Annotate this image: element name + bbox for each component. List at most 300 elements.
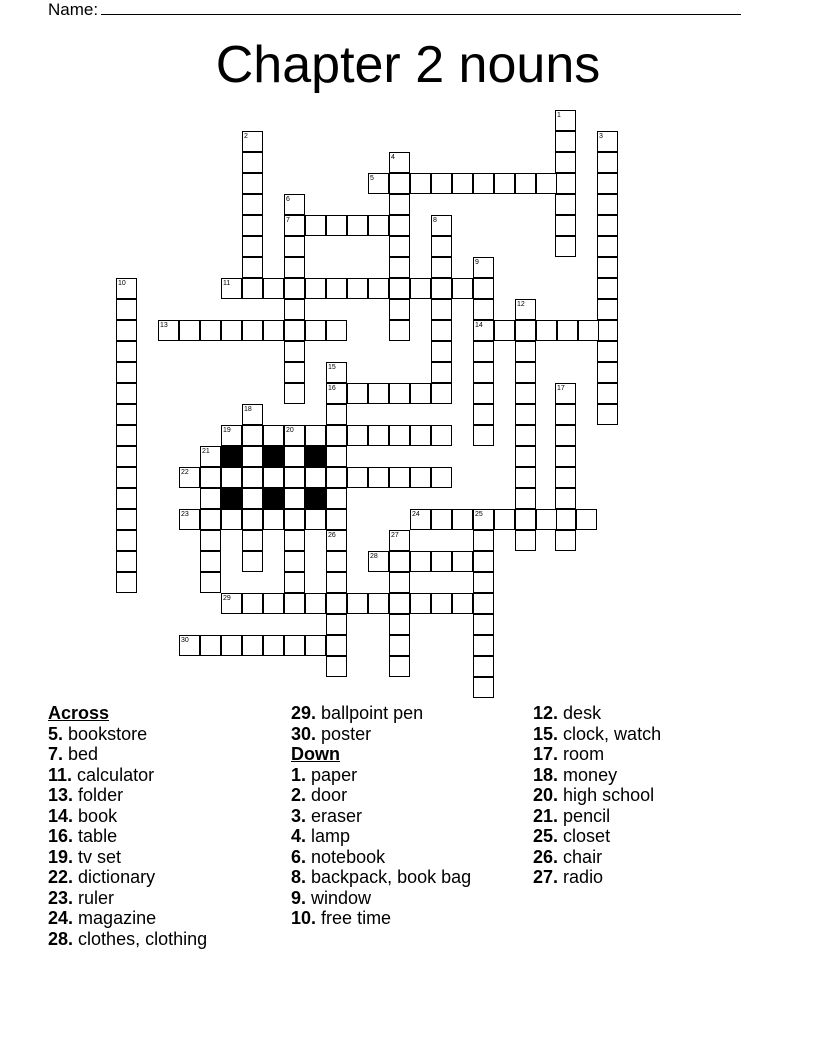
grid-cell[interactable] [284, 320, 305, 341]
grid-cell[interactable] [221, 509, 242, 530]
grid-cell[interactable] [555, 152, 576, 173]
grid-cell[interactable] [389, 320, 410, 341]
grid-cell[interactable] [326, 215, 347, 236]
grid-cell[interactable] [389, 572, 410, 593]
grid-cell[interactable] [368, 593, 389, 614]
grid-cell[interactable] [368, 383, 389, 404]
down-clue [291, 847, 471, 868]
grid-cell[interactable] [473, 173, 494, 194]
grid-cell[interactable] [389, 551, 410, 572]
grid-cell[interactable] [116, 509, 137, 530]
clue-number: 4 [391, 154, 395, 161]
grid-cell[interactable] [597, 173, 618, 194]
grid-cell[interactable] [389, 593, 410, 614]
clue-number: 2 [244, 133, 248, 140]
grid-cell[interactable] [326, 593, 347, 614]
clue-num: 14. [48, 805, 74, 826]
grid-cell[interactable] [431, 320, 452, 341]
grid-cell[interactable] [431, 257, 452, 278]
grid-cell[interactable] [242, 467, 263, 488]
grid-cell[interactable] [326, 572, 347, 593]
clue-num: 22. [48, 867, 74, 887]
grid-cell[interactable] [494, 173, 515, 194]
down-clue [533, 724, 661, 745]
grid-cell[interactable] [116, 467, 137, 488]
clue-text: pencil [563, 805, 611, 826]
grid-cell[interactable] [555, 509, 576, 530]
grid-cell[interactable] [473, 425, 494, 446]
grid-cell[interactable] [410, 425, 431, 446]
grid-cell[interactable] [368, 215, 389, 236]
across-clue [48, 826, 207, 847]
grid-cell[interactable] [116, 425, 137, 446]
grid-cell[interactable] [200, 572, 221, 593]
clue-number: 26 [328, 532, 336, 539]
grid-cell[interactable] [326, 488, 347, 509]
grid-cell[interactable] [431, 278, 452, 299]
grid-cell[interactable] [116, 383, 137, 404]
grid-cell[interactable] [389, 656, 410, 677]
grid-cell[interactable] [494, 509, 515, 530]
clue-text: ballpoint pen [321, 703, 424, 723]
grid-cell[interactable] [347, 425, 368, 446]
grid-cell[interactable] [284, 530, 305, 551]
black-cell [263, 488, 284, 509]
clue-num: 6. [291, 846, 307, 867]
grid-cell[interactable] [263, 593, 284, 614]
grid-cell[interactable] [179, 320, 200, 341]
clue-number: 8 [433, 217, 437, 224]
grid-cell[interactable] [597, 383, 618, 404]
grid-cell[interactable] [452, 173, 473, 194]
grid-cell[interactable] [555, 425, 576, 446]
clue-num: 29. [291, 703, 317, 723]
down-list-a [291, 765, 471, 929]
grid-cell[interactable] [431, 509, 452, 530]
grid-cell[interactable] [326, 509, 347, 530]
grid-cell[interactable] [326, 635, 347, 656]
clue-number: 30 [181, 637, 189, 644]
grid-cell[interactable] [242, 425, 263, 446]
down-clue [291, 888, 471, 909]
grid-cell[interactable] [221, 467, 242, 488]
grid-cell[interactable] [347, 467, 368, 488]
clue-text: free time [321, 908, 392, 928]
grid-cell[interactable] [326, 446, 347, 467]
grid-cell[interactable] [515, 341, 536, 362]
clue-text: lamp [311, 826, 351, 846]
grid-cell[interactable] [515, 383, 536, 404]
grid-cell[interactable] [284, 341, 305, 362]
grid-cell[interactable] [515, 530, 536, 551]
grid-cell[interactable] [410, 278, 431, 299]
grid-cell[interactable] [116, 572, 137, 593]
grid-cell[interactable] [555, 236, 576, 257]
grid-cell[interactable] [557, 320, 578, 341]
grid-cell[interactable] [200, 530, 221, 551]
grid-cell[interactable] [242, 194, 263, 215]
clue-number: 22 [181, 469, 189, 476]
grid-cell[interactable] [221, 635, 242, 656]
grid-cell[interactable] [284, 383, 305, 404]
clue-text: chair [563, 846, 603, 867]
grid-cell[interactable] [452, 278, 473, 299]
grid-cell[interactable] [200, 509, 221, 530]
grid-cell[interactable] [242, 551, 263, 572]
grid-cell[interactable] [116, 320, 137, 341]
clue-num: 1. [291, 764, 307, 785]
black-cell [263, 446, 284, 467]
clue-number: 13 [160, 322, 168, 329]
grid-cell[interactable] [284, 278, 305, 299]
down-clue [291, 785, 471, 806]
grid-cell[interactable] [410, 593, 431, 614]
grid-cell[interactable] [431, 593, 452, 614]
grid-cell[interactable] [389, 194, 410, 215]
grid-cell[interactable] [116, 404, 137, 425]
grid-cell[interactable] [263, 320, 284, 341]
grid-cell[interactable] [494, 320, 515, 341]
grid-cell[interactable] [431, 236, 452, 257]
grid-cell[interactable] [242, 236, 263, 257]
grid-cell[interactable] [263, 467, 284, 488]
grid-cell[interactable] [597, 404, 618, 425]
clue-text: folder [78, 785, 124, 805]
grid-cell[interactable] [305, 320, 326, 341]
grid-cell[interactable] [597, 236, 618, 257]
across-clue [291, 703, 471, 724]
clue-text: radio [563, 867, 604, 887]
grid-cell[interactable] [305, 425, 326, 446]
grid-cell[interactable] [242, 635, 263, 656]
grid-cell[interactable] [410, 173, 431, 194]
down-header: Down [291, 744, 340, 764]
clue-text: calculator [77, 764, 155, 785]
down-clue [533, 765, 661, 786]
clue-text: desk [563, 703, 602, 723]
clue-number: 18 [244, 406, 252, 413]
grid-cell[interactable] [452, 551, 473, 572]
grid-cell[interactable] [452, 509, 473, 530]
across-clue [48, 888, 207, 909]
grid-cell[interactable] [515, 446, 536, 467]
grid-cell[interactable] [200, 551, 221, 572]
grid-cell[interactable] [515, 173, 536, 194]
clue-number: 17 [557, 385, 565, 392]
grid-cell[interactable] [431, 173, 452, 194]
grid-cell[interactable] [410, 383, 431, 404]
grid-cell[interactable] [473, 656, 494, 677]
grid-cell[interactable] [326, 614, 347, 635]
grid-cell[interactable] [284, 593, 305, 614]
grid-cell[interactable] [326, 656, 347, 677]
grid-cell[interactable] [473, 614, 494, 635]
clue-number: 19 [223, 427, 231, 434]
grid-cell[interactable] [284, 572, 305, 593]
grid-cell[interactable] [555, 404, 576, 425]
grid-cell[interactable] [305, 278, 326, 299]
grid-cell[interactable] [452, 593, 473, 614]
grid-cell[interactable] [536, 509, 557, 530]
clue-text: closet [563, 826, 611, 846]
grid-cell[interactable] [473, 404, 494, 425]
grid-cell[interactable] [555, 173, 576, 194]
grid-cell[interactable] [242, 278, 263, 299]
grid-cell[interactable] [305, 635, 326, 656]
grid-cell[interactable] [305, 467, 326, 488]
across-clue [48, 744, 207, 765]
grid-cell[interactable] [116, 341, 137, 362]
clue-number: 16 [328, 385, 336, 392]
grid-cell[interactable] [284, 236, 305, 257]
grid-cell[interactable] [555, 446, 576, 467]
grid-cell[interactable] [389, 467, 410, 488]
grid-cell[interactable] [221, 320, 242, 341]
grid-cell[interactable] [389, 635, 410, 656]
clue-text: paper [311, 764, 358, 785]
clue-num: 10. [291, 908, 317, 928]
grid-cell[interactable] [431, 341, 452, 362]
grid-cell[interactable] [473, 362, 494, 383]
grid-cell[interactable] [200, 467, 221, 488]
grid-cell[interactable] [515, 488, 536, 509]
grid-cell[interactable] [368, 425, 389, 446]
grid-cell[interactable] [515, 467, 536, 488]
clue-num: 28. [48, 928, 74, 949]
grid-cell[interactable] [263, 635, 284, 656]
grid-cell[interactable] [305, 509, 326, 530]
clue-text: tv set [78, 846, 122, 867]
clue-text: dictionary [78, 867, 156, 887]
clue-number: 12 [517, 301, 525, 308]
grid-cell[interactable] [284, 467, 305, 488]
grid-cell[interactable] [473, 383, 494, 404]
grid-cell[interactable] [326, 467, 347, 488]
grid-cell[interactable] [431, 467, 452, 488]
grid-cell[interactable] [242, 173, 263, 194]
black-cell [305, 488, 326, 509]
grid-cell[interactable] [431, 425, 452, 446]
grid-cell[interactable] [347, 593, 368, 614]
grid-cell[interactable] [116, 299, 137, 320]
clue-number: 1 [557, 112, 561, 119]
grid-cell[interactable] [431, 383, 452, 404]
clue-num: 17. [533, 744, 559, 764]
clue-number: 25 [475, 511, 483, 518]
grid-cell[interactable] [555, 215, 576, 236]
grid-cell[interactable] [284, 551, 305, 572]
across-clue [48, 867, 207, 888]
clue-num: 20. [533, 785, 559, 805]
across-header: Across [48, 703, 110, 723]
grid-cell[interactable] [326, 278, 347, 299]
grid-cell[interactable] [326, 320, 347, 341]
grid-cell[interactable] [305, 215, 326, 236]
grid-cell[interactable] [263, 278, 284, 299]
clue-num: 30. [291, 723, 317, 744]
grid-cell[interactable] [116, 488, 137, 509]
clue-number: 7 [286, 217, 290, 224]
across-clue [48, 847, 207, 868]
grid-cell[interactable] [389, 299, 410, 320]
grid-cell[interactable] [431, 299, 452, 320]
grid-cell[interactable] [242, 446, 263, 467]
clue-num: 3. [291, 805, 307, 826]
grid-cell[interactable] [200, 320, 221, 341]
grid-cell[interactable] [242, 215, 263, 236]
clue-num: 12. [533, 703, 559, 723]
grid-cell[interactable] [515, 404, 536, 425]
grid-cell[interactable] [326, 404, 347, 425]
clue-number: 6 [286, 196, 290, 203]
grid-cell[interactable] [473, 530, 494, 551]
grid-cell[interactable] [389, 278, 410, 299]
grid-cell[interactable] [389, 383, 410, 404]
grid-cell[interactable] [515, 425, 536, 446]
grid-cell[interactable] [242, 320, 263, 341]
grid-cell[interactable] [200, 488, 221, 509]
across-clue [48, 806, 207, 827]
grid-cell[interactable] [431, 551, 452, 572]
grid-cell[interactable] [389, 173, 410, 194]
grid-cell[interactable] [410, 467, 431, 488]
grid-cell[interactable] [284, 299, 305, 320]
clue-text: table [78, 826, 118, 846]
clue-num: 2. [291, 785, 307, 805]
grid-cell[interactable] [555, 194, 576, 215]
grid-cell[interactable] [326, 551, 347, 572]
grid-cell[interactable] [555, 467, 576, 488]
grid-cell[interactable] [473, 677, 494, 698]
grid-cell[interactable] [597, 362, 618, 383]
grid-cell[interactable] [555, 131, 576, 152]
grid-cell[interactable] [473, 341, 494, 362]
grid-cell[interactable] [116, 446, 137, 467]
grid-cell[interactable] [473, 635, 494, 656]
grid-cell[interactable] [473, 299, 494, 320]
down-clue [533, 847, 661, 868]
clue-text: high school [563, 785, 655, 805]
clue-text: poster [321, 723, 372, 744]
grid-cell[interactable] [597, 194, 618, 215]
down-clue [291, 867, 471, 888]
grid-cell[interactable] [242, 488, 263, 509]
grid-cell[interactable] [431, 362, 452, 383]
grid-cell[interactable] [536, 173, 557, 194]
clue-text: window [311, 887, 372, 908]
grid-cell[interactable] [555, 530, 576, 551]
clue-num: 13. [48, 785, 74, 805]
grid-cell[interactable] [597, 320, 618, 341]
grid-cell[interactable] [242, 257, 263, 278]
grid-cell[interactable] [536, 320, 557, 341]
clue-num: 16. [48, 826, 74, 846]
grid-cell[interactable] [347, 278, 368, 299]
grid-cell[interactable] [597, 278, 618, 299]
grid-cell[interactable] [200, 635, 221, 656]
grid-cell[interactable] [473, 551, 494, 572]
grid-cell[interactable] [347, 383, 368, 404]
grid-cell[interactable] [389, 236, 410, 257]
grid-cell[interactable] [389, 425, 410, 446]
grid-cell[interactable] [368, 278, 389, 299]
down-clue [533, 806, 661, 827]
down-clue [533, 703, 661, 724]
across-list-b [291, 703, 471, 744]
clue-number: 24 [412, 511, 420, 518]
grid-cell[interactable] [263, 425, 284, 446]
grid-cell[interactable] [515, 509, 536, 530]
grid-cell[interactable] [305, 593, 326, 614]
clue-text: clock, watch [563, 723, 662, 744]
grid-cell[interactable] [326, 425, 347, 446]
grid-cell[interactable] [515, 320, 536, 341]
grid-cell[interactable] [284, 509, 305, 530]
grid-cell[interactable] [116, 362, 137, 383]
grid-cell[interactable] [284, 362, 305, 383]
clue-number: 9 [475, 259, 479, 266]
grid-cell[interactable] [597, 215, 618, 236]
clue-text: ruler [78, 887, 115, 908]
grid-cell[interactable] [116, 551, 137, 572]
across-clue [48, 785, 207, 806]
down-clue [533, 785, 661, 806]
grid-cell[interactable] [368, 467, 389, 488]
grid-cell[interactable] [597, 341, 618, 362]
grid-cell[interactable] [242, 593, 263, 614]
grid-cell[interactable] [116, 530, 137, 551]
grid-cell[interactable] [284, 635, 305, 656]
grid-cell[interactable] [597, 152, 618, 173]
grid-cell[interactable] [389, 215, 410, 236]
grid-cell[interactable] [515, 362, 536, 383]
name-label: Name: [48, 0, 99, 19]
clue-number: 15 [328, 364, 336, 371]
grid-cell[interactable] [242, 152, 263, 173]
down-clue [291, 806, 471, 827]
grid-cell[interactable] [473, 572, 494, 593]
grid-cell[interactable] [284, 446, 305, 467]
grid-cell[interactable] [389, 257, 410, 278]
grid-cell[interactable] [242, 530, 263, 551]
clue-num: 7. [48, 744, 64, 764]
grid-cell[interactable] [347, 215, 368, 236]
clue-number: 14 [475, 322, 483, 329]
grid-cell[interactable] [555, 488, 576, 509]
grid-cell[interactable] [242, 509, 263, 530]
clue-number: 28 [370, 553, 378, 560]
grid-cell[interactable] [473, 593, 494, 614]
grid-cell[interactable] [263, 509, 284, 530]
grid-cell[interactable] [597, 257, 618, 278]
grid-cell[interactable] [389, 614, 410, 635]
grid-cell[interactable] [284, 488, 305, 509]
clue-num: 11. [48, 764, 73, 785]
grid-cell[interactable] [410, 551, 431, 572]
clue-number: 21 [202, 448, 210, 455]
clue-text: magazine [78, 908, 157, 928]
grid-cell[interactable] [284, 257, 305, 278]
clue-text: notebook [311, 846, 386, 867]
across-clue [48, 724, 207, 745]
grid-cell[interactable] [473, 278, 494, 299]
clue-number: 27 [391, 532, 399, 539]
grid-cell[interactable] [578, 320, 599, 341]
grid-cell[interactable] [576, 509, 597, 530]
clue-column-1 [48, 703, 207, 949]
grid-cell[interactable] [597, 299, 618, 320]
clue-column-2 [291, 703, 471, 929]
